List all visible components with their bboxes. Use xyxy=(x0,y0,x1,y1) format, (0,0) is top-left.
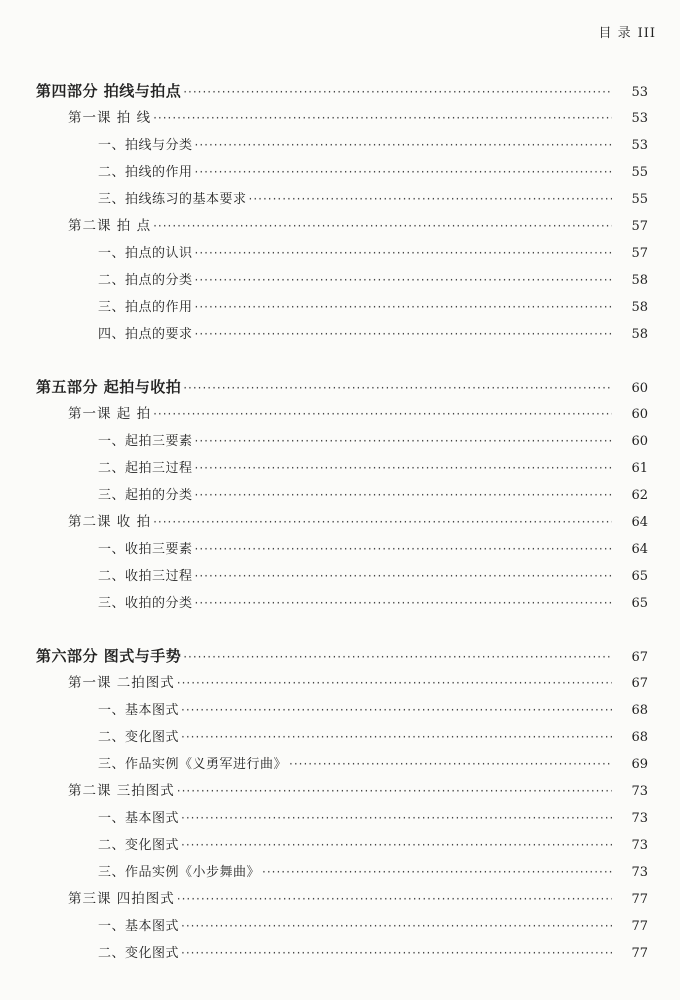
dot-leader xyxy=(153,509,612,536)
toc-section xyxy=(0,78,680,348)
dot-leader xyxy=(181,940,612,967)
toc-item-entry-title: 三、起拍的分类 xyxy=(98,488,193,503)
toc-part-entry[interactable] xyxy=(0,78,680,105)
dot-leader xyxy=(195,159,612,186)
toc-item-entry[interactable] xyxy=(0,832,680,859)
dot-leader xyxy=(153,105,612,132)
toc-lesson-entry-title: 第二课 三拍图式 xyxy=(68,783,175,799)
toc-item-entry[interactable] xyxy=(0,590,680,617)
dot-leader xyxy=(177,778,612,805)
toc-item-entry-title: 三、作品实例《义勇军进行曲》 xyxy=(98,757,288,772)
toc-part-entry-title: 第六部分 图式与手势 xyxy=(36,647,182,665)
toc-item-entry-page-number: 77 xyxy=(631,946,648,961)
toc-item-entry-page-number: 77 xyxy=(631,919,648,934)
toc-item-entry-page-number: 55 xyxy=(631,165,648,180)
toc-item-entry[interactable] xyxy=(0,428,680,455)
dot-leader xyxy=(195,240,612,267)
dot-leader xyxy=(195,455,612,482)
dot-leader xyxy=(181,724,612,751)
toc-lesson-entry-page-number: 67 xyxy=(631,676,648,691)
toc-item-entry-page-number: 68 xyxy=(631,703,648,718)
table-of-contents xyxy=(0,78,680,993)
toc-lesson-entry-title: 第三课 四拍图式 xyxy=(68,891,175,907)
dot-leader xyxy=(195,321,612,348)
dot-leader xyxy=(183,375,612,402)
toc-lesson-entry[interactable] xyxy=(0,401,680,428)
toc-item-entry-page-number: 62 xyxy=(631,488,648,503)
toc-part-entry-title: 第五部分 起拍与收拍 xyxy=(36,378,182,396)
toc-item-entry[interactable] xyxy=(0,132,680,159)
toc-item-entry[interactable] xyxy=(0,159,680,186)
dot-leader xyxy=(153,401,612,428)
toc-item-entry-page-number: 69 xyxy=(631,757,648,772)
toc-item-entry[interactable] xyxy=(0,563,680,590)
toc-item-entry-title: 三、拍线练习的基本要求 xyxy=(98,192,247,207)
toc-item-entry-page-number: 60 xyxy=(631,434,648,449)
toc-lesson-entry[interactable] xyxy=(0,213,680,240)
toc-item-entry[interactable] xyxy=(0,294,680,321)
dot-leader xyxy=(181,697,612,724)
toc-item-entry-title: 一、基本图式 xyxy=(98,811,180,826)
dot-leader xyxy=(195,536,612,563)
toc-item-entry[interactable] xyxy=(0,859,680,886)
toc-item-entry-page-number: 65 xyxy=(631,596,648,611)
toc-lesson-entry-page-number: 57 xyxy=(631,219,648,234)
toc-item-entry-page-number: 58 xyxy=(631,300,648,315)
toc-item-entry-page-number: 73 xyxy=(631,838,648,853)
toc-item-entry-page-number: 61 xyxy=(631,461,648,476)
toc-item-entry-title: 三、收拍的分类 xyxy=(98,596,193,611)
toc-section xyxy=(0,643,680,967)
toc-part-entry-page-number: 60 xyxy=(631,381,648,396)
header-page-number: III xyxy=(637,26,656,41)
toc-item-entry-title: 三、作品实例《小步舞曲》 xyxy=(98,865,261,880)
toc-lesson-entry-title: 第一课 起 拍 xyxy=(68,406,152,422)
toc-item-entry-page-number: 73 xyxy=(631,865,648,880)
toc-part-entry-page-number: 53 xyxy=(631,85,648,100)
toc-item-entry[interactable] xyxy=(0,321,680,348)
page-header xyxy=(598,22,656,41)
toc-item-entry[interactable] xyxy=(0,482,680,509)
toc-item-entry-title: 二、收拍三过程 xyxy=(98,569,193,584)
toc-item-entry-title: 一、拍线与分类 xyxy=(98,138,193,153)
toc-item-entry[interactable] xyxy=(0,724,680,751)
toc-lesson-entry-page-number: 73 xyxy=(631,784,648,799)
toc-item-entry-page-number: 65 xyxy=(631,569,648,584)
toc-item-entry-title: 一、起拍三要素 xyxy=(98,434,193,449)
dot-leader xyxy=(195,132,612,159)
toc-section xyxy=(0,374,680,617)
dot-leader xyxy=(181,805,612,832)
toc-item-entry-title: 二、拍线的作用 xyxy=(98,165,193,180)
dot-leader xyxy=(195,294,612,321)
dot-leader xyxy=(195,482,612,509)
dot-leader xyxy=(262,859,612,886)
toc-item-entry[interactable] xyxy=(0,536,680,563)
toc-item-entry-page-number: 55 xyxy=(631,192,648,207)
toc-item-entry-title: 四、拍点的要求 xyxy=(98,327,193,342)
dot-leader xyxy=(183,644,612,671)
toc-lesson-entry[interactable] xyxy=(0,670,680,697)
toc-lesson-entry-page-number: 60 xyxy=(631,407,648,422)
toc-item-entry-title: 一、基本图式 xyxy=(98,919,180,934)
toc-item-entry-page-number: 53 xyxy=(631,138,648,153)
dot-leader xyxy=(249,186,612,213)
dot-leader xyxy=(177,886,612,913)
toc-item-entry[interactable] xyxy=(0,805,680,832)
dot-leader xyxy=(195,563,612,590)
toc-item-entry-page-number: 64 xyxy=(631,542,648,557)
header-label: 目 录 xyxy=(598,26,632,41)
dot-leader xyxy=(289,751,612,778)
toc-lesson-entry-title: 第二课 收 拍 xyxy=(68,514,152,530)
dot-leader xyxy=(181,832,612,859)
toc-lesson-entry-page-number: 53 xyxy=(631,111,648,126)
dot-leader xyxy=(177,670,612,697)
toc-item-entry-title: 二、变化图式 xyxy=(98,946,180,961)
dot-leader xyxy=(195,267,612,294)
toc-item-entry[interactable] xyxy=(0,751,680,778)
toc-item-entry[interactable] xyxy=(0,186,680,213)
dot-leader xyxy=(181,913,612,940)
toc-item-entry-page-number: 58 xyxy=(631,327,648,342)
toc-item-entry[interactable] xyxy=(0,240,680,267)
toc-lesson-entry[interactable] xyxy=(0,886,680,913)
toc-item-entry[interactable] xyxy=(0,267,680,294)
dot-leader xyxy=(183,79,612,106)
toc-lesson-entry-title: 第二课 拍 点 xyxy=(68,218,152,234)
toc-lesson-entry-page-number: 64 xyxy=(631,515,648,530)
toc-item-entry[interactable] xyxy=(0,697,680,724)
toc-lesson-entry-page-number: 77 xyxy=(631,892,648,907)
toc-lesson-entry[interactable] xyxy=(0,778,680,805)
toc-item-entry-page-number: 73 xyxy=(631,811,648,826)
toc-item-entry-title: 一、收拍三要素 xyxy=(98,542,193,557)
toc-part-entry[interactable] xyxy=(0,374,680,401)
toc-item-entry[interactable] xyxy=(0,455,680,482)
toc-lesson-entry[interactable] xyxy=(0,105,680,132)
toc-item-entry-title: 二、拍点的分类 xyxy=(98,273,193,288)
toc-item-entry-title: 二、变化图式 xyxy=(98,730,180,745)
toc-item-entry-title: 三、拍点的作用 xyxy=(98,300,193,315)
toc-lesson-entry[interactable] xyxy=(0,509,680,536)
toc-part-entry-page-number: 67 xyxy=(631,650,648,665)
toc-item-entry-page-number: 68 xyxy=(631,730,648,745)
toc-item-entry-title: 二、起拍三过程 xyxy=(98,461,193,476)
toc-part-entry[interactable] xyxy=(0,643,680,670)
dot-leader xyxy=(195,590,612,617)
toc-item-entry-page-number: 57 xyxy=(631,246,648,261)
toc-lesson-entry-title: 第一课 拍 线 xyxy=(68,110,152,126)
toc-item-entry-page-number: 58 xyxy=(631,273,648,288)
dot-leader xyxy=(195,428,612,455)
toc-lesson-entry-title: 第一课 二拍图式 xyxy=(68,675,175,691)
dot-leader xyxy=(153,213,612,240)
toc-item-entry-title: 二、变化图式 xyxy=(98,838,180,853)
toc-part-entry-title: 第四部分 拍线与拍点 xyxy=(36,82,182,100)
toc-item-entry-title: 一、基本图式 xyxy=(98,703,180,718)
toc-item-entry-title: 一、拍点的认识 xyxy=(98,246,193,261)
toc-item-entry[interactable] xyxy=(0,913,680,940)
toc-item-entry[interactable] xyxy=(0,940,680,967)
